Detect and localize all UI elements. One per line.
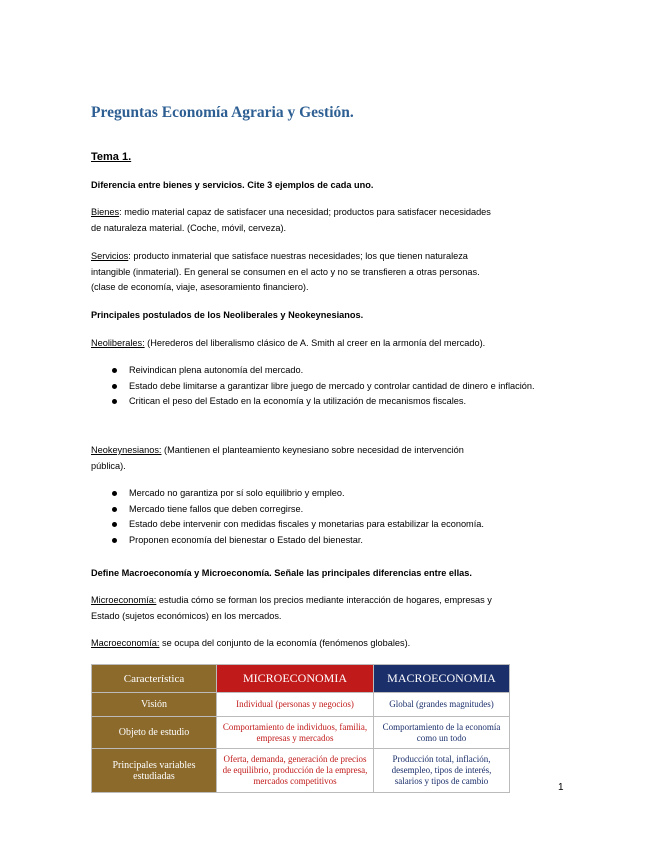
micro-paragraph	[91, 593, 569, 624]
list-item: Critican el peso del Estado en la economía y la utilización de mecanismos fiscales.	[112, 394, 572, 410]
list-item: Estado debe intervenir con medidas fiscales y monetarias para estabilizar la economía.	[112, 517, 572, 533]
document-title: Preguntas Economía Agraria y Gestión.	[91, 104, 354, 121]
neoliberales-text: (Herederos del liberalismo clásico de A. Smith al creer en la armonía del mercado).	[144, 338, 486, 348]
list-item: Reivindican plena autonomía del mercado.	[112, 363, 572, 379]
bullet-icon	[112, 491, 117, 496]
servicios-line-3: (clase de economía, viaje, asesoramiento financiero).	[91, 282, 309, 292]
neoliberales-list	[112, 363, 572, 410]
micro-cell: Comportamiento de individuos, familia, empresas y mercados	[217, 717, 374, 749]
micro-line-1: estudia cómo se forman los precios mediante interacción de hogares, empresas y	[156, 595, 492, 605]
table-row	[92, 693, 510, 717]
macro-cell: Comportamiento de la economía como un todo	[374, 717, 510, 749]
bullet-icon	[112, 399, 117, 404]
row-label: Visión	[92, 693, 217, 717]
list-item: Mercado tiene fallos que deben corregirse.	[112, 502, 572, 518]
macro-paragraph	[91, 636, 569, 652]
bullet-icon	[112, 368, 117, 373]
comparison-table	[91, 664, 510, 793]
bienes-paragraph	[91, 205, 569, 236]
macro-cell: Global (grandes magnitudes)	[374, 693, 510, 717]
neokeynesianos-line-2: pública).	[91, 460, 126, 471]
row-label: Objeto de estudio	[92, 717, 217, 749]
servicios-term: Servicios	[91, 251, 129, 261]
macro-term: Macroeconomía:	[91, 638, 160, 648]
header-micro: MICROECONOMIA	[217, 665, 374, 693]
neokeynesianos-line-1: (Mantienen el planteamiento keynesiano sobre necesidad de intervención	[161, 445, 464, 455]
section-heading: Tema 1.	[91, 151, 132, 163]
list-item: Estado debe limitarse a garantizar libre juego de mercado y controlar cantidad de dinero e inflación.	[112, 379, 572, 395]
question-2: Principales postulados de los Neoliberales y Neokeynesianos.	[91, 310, 364, 320]
header-macro: MACROECONOMIA	[374, 665, 510, 693]
table-row	[92, 717, 510, 749]
bullet-icon	[112, 507, 117, 512]
question-3: Define Macroeconomía y Microeconomía. Señale las principales diferencias entre ellas.	[91, 568, 472, 578]
servicios-paragraph	[91, 249, 569, 296]
neoliberales-paragraph	[91, 336, 569, 352]
list-item: Proponen economía del bienestar o Estado del bienestar.	[112, 533, 572, 549]
macro-text: se ocupa del conjunto de la economía (fenómenos globales).	[159, 638, 411, 648]
bienes-line-1: : medio material capaz de satisfacer una necesidad; productos para satisfacer necesidades	[119, 207, 491, 217]
neoliberales-term: Neoliberales:	[91, 338, 145, 348]
table-header-row	[92, 665, 510, 693]
page-number: 1	[558, 782, 564, 793]
header-caracteristica: Característica	[92, 665, 217, 693]
bullet-icon	[112, 522, 117, 527]
micro-term: Microeconomía:	[91, 595, 157, 605]
bullet-icon	[112, 538, 117, 543]
row-label: Principales variables estudiadas	[92, 749, 217, 793]
macro-cell: Producción total, inflación, desempleo, tipos de interés, salarios y tipos de cambio	[374, 749, 510, 793]
neokeynesianos-paragraph	[91, 443, 569, 474]
bienes-line-2: de naturaleza material. (Coche, móvil, cerveza).	[91, 222, 287, 233]
question-1: Diferencia entre bienes y servicios. Cite 3 ejemplos de cada uno.	[91, 180, 374, 190]
micro-line-2: Estado (sujetos económicos) en los mercados.	[91, 610, 282, 621]
micro-cell: Individual (personas y negocios)	[217, 693, 374, 717]
servicios-line-1: : producto inmaterial que satisface nuestras necesidades; los que tienen naturaleza	[128, 251, 468, 261]
list-item: Mercado no garantiza por sí solo equilibrio y empleo.	[112, 486, 572, 502]
neokeynesianos-list	[112, 486, 572, 548]
micro-cell: Oferta, demanda, generación de precios de equilibrio, producción de la empresa, mercados competitivos	[217, 749, 374, 793]
bullet-icon	[112, 384, 117, 389]
servicios-line-2: intangible (inmaterial). En general se consumen en el acto y no se transfieren a otras personas.	[91, 266, 480, 277]
neokeynesianos-term: Neokeynesianos:	[91, 445, 162, 455]
table-row	[92, 749, 510, 793]
bienes-term: Bienes	[91, 207, 120, 217]
